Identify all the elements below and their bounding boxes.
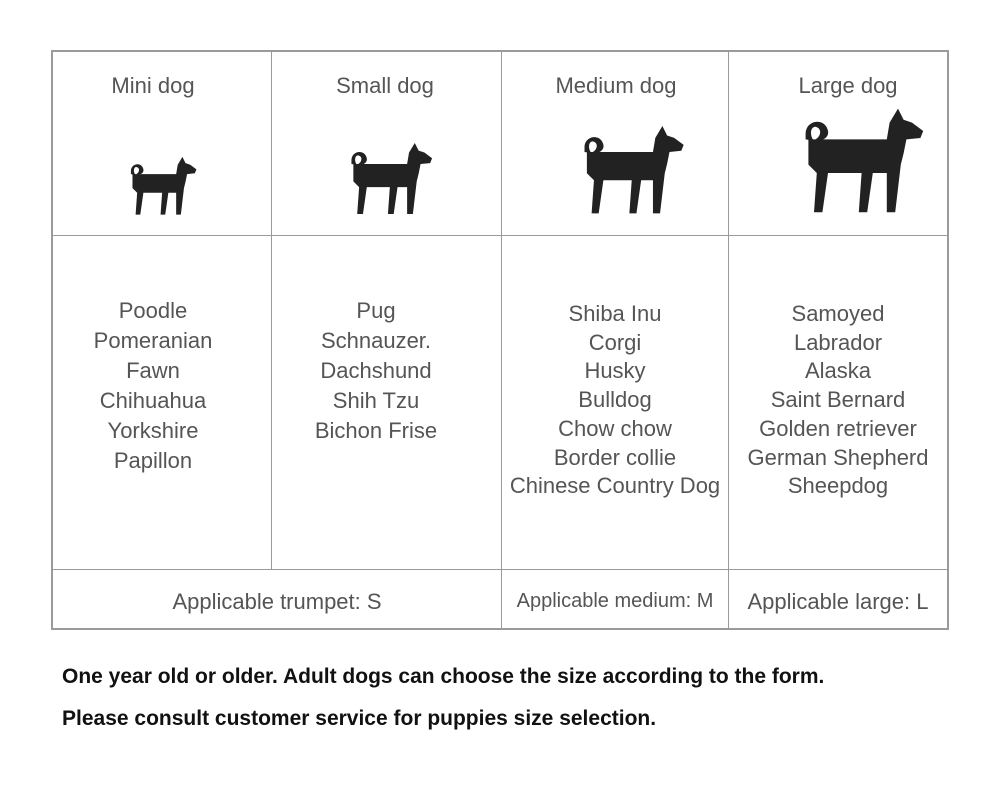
list-item: Papillon bbox=[113, 448, 193, 473]
list-item: Sheepdog bbox=[787, 473, 889, 499]
list-item: Golden retriever bbox=[759, 415, 917, 441]
list-item: Dachshund bbox=[320, 358, 432, 383]
size-label-small: Applicable trumpet: S bbox=[172, 589, 382, 614]
list-item: Chow chow bbox=[558, 415, 672, 441]
header-large-dog: Large dog bbox=[798, 73, 898, 98]
dog-silhouette-icon bbox=[568, 119, 686, 218]
breed-list-small bbox=[272, 296, 480, 446]
list-item: Pug bbox=[356, 298, 396, 323]
dog-silhouette-icon bbox=[786, 100, 926, 218]
list-item: Bichon Frise bbox=[314, 418, 438, 443]
list-item: Poodle bbox=[118, 298, 188, 323]
header-mini-dog: Mini dog bbox=[111, 73, 195, 98]
list-item: Chihuahua bbox=[99, 388, 207, 413]
table-divider-footer bbox=[51, 569, 949, 570]
list-item: Chinese Country Dog bbox=[509, 473, 721, 499]
header-small-dog: Small dog bbox=[336, 73, 434, 98]
size-label-medium: Applicable medium: M bbox=[516, 590, 714, 612]
breed-list-mini bbox=[53, 296, 253, 476]
header-medium-dog: Medium dog bbox=[555, 73, 677, 98]
list-item: German Shepherd bbox=[747, 444, 929, 470]
size-label-large: Applicable large: L bbox=[747, 589, 929, 614]
list-item: Bulldog bbox=[578, 387, 652, 413]
table-border-bottom bbox=[51, 628, 949, 630]
breed-list-large bbox=[729, 300, 947, 501]
list-item: Yorkshire bbox=[107, 418, 199, 443]
table-border-top bbox=[51, 50, 949, 52]
list-item: Alaska bbox=[804, 358, 872, 384]
list-item: Labrador bbox=[793, 329, 883, 355]
note-puppies: Please consult customer service for puppies size selection. bbox=[62, 707, 657, 730]
list-item: Samoyed bbox=[791, 301, 885, 326]
dog-silhouette-icon bbox=[120, 152, 198, 218]
list-item: Schnauzer. bbox=[320, 328, 432, 353]
table-border-right bbox=[947, 50, 949, 630]
note-adult-dogs: One year old or older. Adult dogs can choose the size according to the form. bbox=[62, 665, 825, 688]
list-item: Saint Bernard bbox=[770, 387, 906, 413]
list-item: Shiba Inu bbox=[568, 301, 662, 326]
list-item: Fawn bbox=[126, 358, 180, 383]
breed-list-medium bbox=[502, 300, 728, 501]
table-divider-header bbox=[51, 235, 949, 236]
list-item: Corgi bbox=[588, 329, 642, 355]
list-item: Pomeranian bbox=[93, 328, 213, 353]
list-item: Border collie bbox=[553, 444, 677, 470]
dog-silhouette-icon bbox=[338, 137, 434, 218]
list-item: Shih Tzu bbox=[332, 388, 420, 413]
list-item: Husky bbox=[584, 358, 646, 384]
